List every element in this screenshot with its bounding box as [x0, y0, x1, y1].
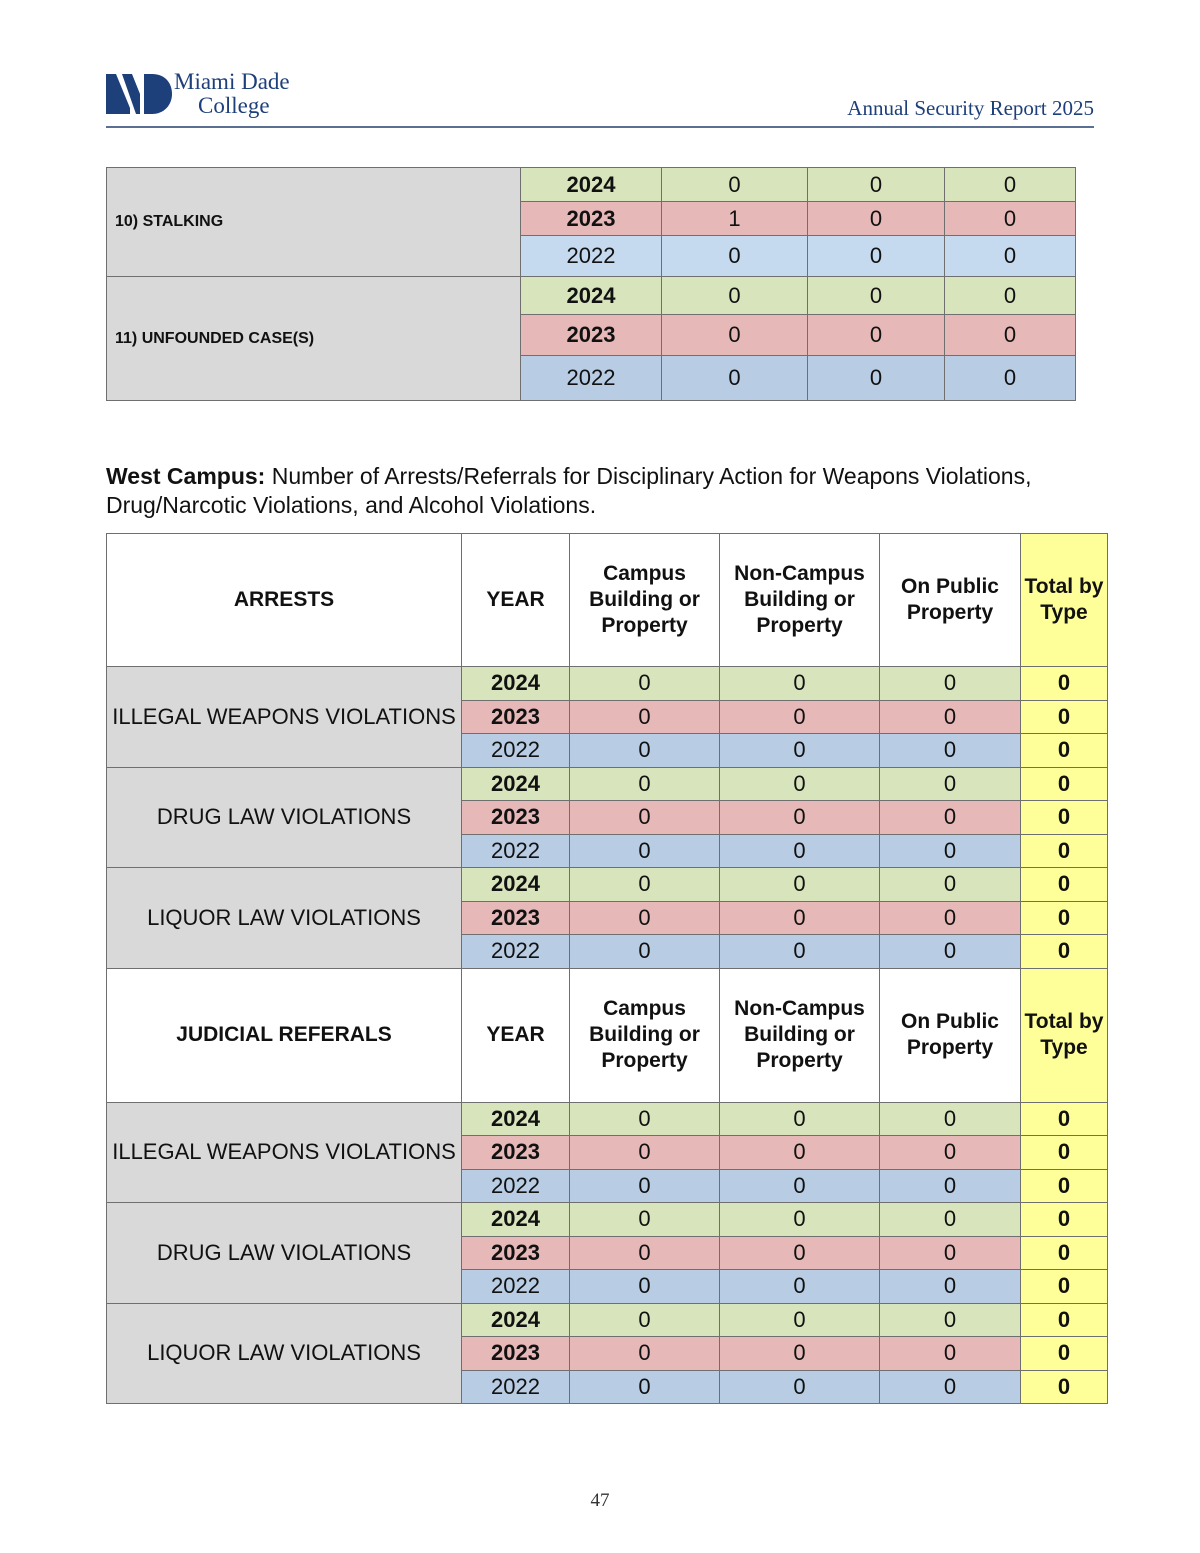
- total-cell: 0: [1021, 1236, 1108, 1270]
- category-label: 11) UNFOUNDED CASE(S): [107, 277, 521, 401]
- year-cell: 2023: [521, 315, 662, 356]
- column-header: JUDICIAL REFERALS: [107, 968, 462, 1102]
- table-caption: [106, 462, 1096, 520]
- value-cell: 0: [720, 1203, 880, 1237]
- header-divider: [106, 126, 1094, 128]
- value-cell: 0: [570, 868, 720, 902]
- value-cell: 0: [720, 667, 880, 701]
- value-cell: 0: [720, 935, 880, 969]
- year-cell: 2023: [521, 202, 662, 236]
- value-cell: 0: [662, 168, 808, 202]
- value-cell: 0: [570, 901, 720, 935]
- value-cell: 0: [570, 1136, 720, 1170]
- category-label: ILLEGAL WEAPONS VIOLATIONS: [107, 667, 462, 768]
- value-cell: 0: [808, 202, 945, 236]
- value-cell: 0: [880, 667, 1021, 701]
- total-cell: 0: [1021, 834, 1108, 868]
- value-cell: 0: [880, 1236, 1021, 1270]
- year-cell: 2022: [521, 356, 662, 401]
- value-cell: 0: [808, 168, 945, 202]
- value-cell: 0: [880, 901, 1021, 935]
- value-cell: 0: [720, 1303, 880, 1337]
- year-cell: 2024: [462, 1303, 570, 1337]
- year-cell: 2024: [462, 767, 570, 801]
- table-row: [107, 1303, 1108, 1337]
- total-cell: 0: [1021, 1169, 1108, 1203]
- total-cell: 0: [1021, 801, 1108, 835]
- value-cell: 0: [720, 1236, 880, 1270]
- total-cell: 0: [1021, 901, 1108, 935]
- column-header: Campus Building or Property: [570, 968, 720, 1102]
- total-cell: 0: [1021, 1203, 1108, 1237]
- value-cell: 0: [945, 236, 1076, 277]
- total-cell: 0: [1021, 868, 1108, 902]
- total-cell: 0: [1021, 767, 1108, 801]
- college-logo: [106, 70, 316, 120]
- column-header: Total by Type: [1021, 534, 1108, 667]
- value-cell: 0: [720, 1370, 880, 1404]
- value-cell: 0: [570, 700, 720, 734]
- logo-line-1: Miami Dade: [174, 69, 290, 94]
- table-row: [107, 168, 1076, 202]
- value-cell: 0: [662, 315, 808, 356]
- header-row: [107, 968, 1108, 1102]
- value-cell: 0: [945, 356, 1076, 401]
- total-cell: 0: [1021, 667, 1108, 701]
- year-cell: 2022: [462, 1270, 570, 1304]
- column-header: On Public Property: [880, 534, 1021, 667]
- value-cell: 0: [720, 1169, 880, 1203]
- year-cell: 2022: [462, 935, 570, 969]
- value-cell: 0: [808, 236, 945, 277]
- value-cell: 1: [662, 202, 808, 236]
- value-cell: 0: [880, 801, 1021, 835]
- table-row: [107, 868, 1108, 902]
- caption-campus: West Campus:: [106, 463, 266, 489]
- value-cell: 0: [880, 1303, 1021, 1337]
- category-label: DRUG LAW VIOLATIONS: [107, 1203, 462, 1304]
- value-cell: 0: [570, 734, 720, 768]
- value-cell: 0: [720, 1102, 880, 1136]
- value-cell: 0: [720, 700, 880, 734]
- year-cell: 2023: [462, 700, 570, 734]
- category-label: DRUG LAW VIOLATIONS: [107, 767, 462, 868]
- column-header: YEAR: [462, 968, 570, 1102]
- year-cell: 2024: [462, 1203, 570, 1237]
- logo-wordmark: [174, 70, 290, 118]
- value-cell: 0: [880, 868, 1021, 902]
- header-row: [107, 534, 1108, 667]
- value-cell: 0: [720, 868, 880, 902]
- year-cell: 2022: [462, 1169, 570, 1203]
- logo-line-2: College: [198, 93, 270, 118]
- table-row: [107, 667, 1108, 701]
- year-cell: 2024: [521, 168, 662, 202]
- year-cell: 2023: [462, 1337, 570, 1371]
- value-cell: 0: [880, 1270, 1021, 1304]
- value-cell: 0: [880, 734, 1021, 768]
- year-cell: 2022: [462, 834, 570, 868]
- column-header: Campus Building or Property: [570, 534, 720, 667]
- value-cell: 0: [662, 277, 808, 315]
- year-cell: 2022: [462, 734, 570, 768]
- year-cell: 2023: [462, 1136, 570, 1170]
- year-cell: 2024: [462, 868, 570, 902]
- value-cell: 0: [945, 277, 1076, 315]
- value-cell: 0: [880, 767, 1021, 801]
- value-cell: 0: [720, 1337, 880, 1371]
- value-cell: 0: [720, 801, 880, 835]
- value-cell: 0: [570, 801, 720, 835]
- value-cell: 0: [570, 1303, 720, 1337]
- total-cell: 0: [1021, 700, 1108, 734]
- value-cell: 0: [570, 1169, 720, 1203]
- year-cell: 2023: [462, 1236, 570, 1270]
- value-cell: 0: [570, 1102, 720, 1136]
- value-cell: 0: [880, 700, 1021, 734]
- year-cell: 2022: [521, 236, 662, 277]
- mdc-logo-icon: [106, 72, 172, 116]
- value-cell: 0: [570, 935, 720, 969]
- value-cell: 0: [945, 315, 1076, 356]
- value-cell: 0: [945, 168, 1076, 202]
- year-cell: 2024: [521, 277, 662, 315]
- year-cell: 2024: [462, 1102, 570, 1136]
- value-cell: 0: [880, 1136, 1021, 1170]
- value-cell: 0: [570, 1270, 720, 1304]
- category-label: 10) STALKING: [107, 168, 521, 277]
- value-cell: 0: [720, 1270, 880, 1304]
- stalking-table: [106, 167, 1076, 401]
- column-header: Total by Type: [1021, 968, 1108, 1102]
- total-cell: 0: [1021, 1337, 1108, 1371]
- value-cell: 0: [880, 935, 1021, 969]
- column-header: YEAR: [462, 534, 570, 667]
- total-cell: 0: [1021, 734, 1108, 768]
- value-cell: 0: [662, 236, 808, 277]
- value-cell: 0: [808, 315, 945, 356]
- value-cell: 0: [880, 834, 1021, 868]
- value-cell: 0: [720, 1136, 880, 1170]
- value-cell: 0: [570, 667, 720, 701]
- value-cell: 0: [570, 1337, 720, 1371]
- value-cell: 0: [570, 1203, 720, 1237]
- table-row: [107, 277, 1076, 315]
- column-header: Non-Campus Building or Property: [720, 968, 880, 1102]
- value-cell: 0: [720, 901, 880, 935]
- value-cell: 0: [808, 277, 945, 315]
- caption-text: Number of Arrests/Referrals for Disciplinary Action for Weapons Violations, Drug/Narcotic Violations, and Alcohol Violations.: [106, 463, 1032, 518]
- year-cell: 2022: [462, 1370, 570, 1404]
- value-cell: 0: [880, 1370, 1021, 1404]
- value-cell: 0: [570, 834, 720, 868]
- year-cell: 2023: [462, 901, 570, 935]
- category-label: LIQUOR LAW VIOLATIONS: [107, 1303, 462, 1404]
- report-title: Annual Security Report 2025: [847, 96, 1094, 120]
- value-cell: 0: [662, 356, 808, 401]
- category-label: LIQUOR LAW VIOLATIONS: [107, 868, 462, 969]
- total-cell: 0: [1021, 1136, 1108, 1170]
- category-label: ILLEGAL WEAPONS VIOLATIONS: [107, 1102, 462, 1203]
- total-cell: 0: [1021, 1303, 1108, 1337]
- table-row: [107, 767, 1108, 801]
- table-row: [107, 1102, 1108, 1136]
- value-cell: 0: [720, 834, 880, 868]
- total-cell: 0: [1021, 1270, 1108, 1304]
- column-header: Non-Campus Building or Property: [720, 534, 880, 667]
- value-cell: 0: [720, 767, 880, 801]
- value-cell: 0: [570, 767, 720, 801]
- table-row: [107, 1203, 1108, 1237]
- total-cell: 0: [1021, 935, 1108, 969]
- value-cell: 0: [880, 1337, 1021, 1371]
- value-cell: 0: [808, 356, 945, 401]
- page-number: 47: [590, 1490, 610, 1511]
- value-cell: 0: [720, 734, 880, 768]
- value-cell: 0: [570, 1370, 720, 1404]
- total-cell: 0: [1021, 1370, 1108, 1404]
- total-cell: 0: [1021, 1102, 1108, 1136]
- arrests-referrals-table: [106, 533, 1108, 1404]
- year-cell: 2024: [462, 667, 570, 701]
- value-cell: 0: [880, 1102, 1021, 1136]
- value-cell: 0: [880, 1203, 1021, 1237]
- value-cell: 0: [570, 1236, 720, 1270]
- value-cell: 0: [945, 202, 1076, 236]
- year-cell: 2023: [462, 801, 570, 835]
- value-cell: 0: [880, 1169, 1021, 1203]
- column-header: On Public Property: [880, 968, 1021, 1102]
- column-header: ARRESTS: [107, 534, 462, 667]
